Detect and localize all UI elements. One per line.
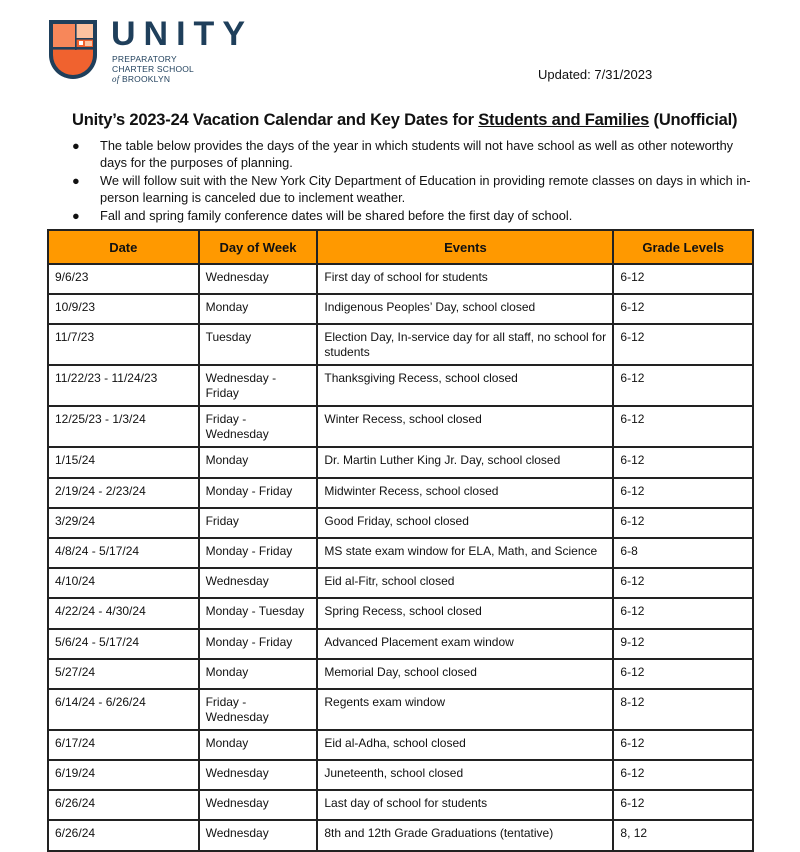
cell-grade-levels: 6-12 [613,598,753,628]
cell-day-of-week: Monday [199,730,318,760]
cell-date: 6/17/24 [48,730,199,760]
cell-date: 6/26/24 [48,790,199,820]
cell-date: 9/6/23 [48,264,199,294]
cell-date: 3/29/24 [48,508,199,538]
brand-sub-line1: PREPARATORY [112,54,177,64]
cell-event: Indigenous Peoples’ Day, school closed [317,294,613,324]
table-row [48,598,753,628]
header-day-of-week: Day of Week [199,230,318,264]
cell-grade-levels: 8, 12 [613,820,753,850]
table-row [48,820,753,850]
cell-day-of-week: Tuesday [199,324,318,365]
cell-event: Eid al-Fitr, school closed [317,568,613,598]
table-row [48,447,753,477]
cell-date: 4/10/24 [48,568,199,598]
cell-date: 4/8/24 - 5/17/24 [48,538,199,568]
table-row [48,730,753,760]
cell-grade-levels: 9-12 [613,629,753,659]
cell-date: 1/15/24 [48,447,199,477]
table-row [48,294,753,324]
cell-date: 4/22/24 - 4/30/24 [48,598,199,628]
cell-day-of-week: Monday - Tuesday [199,598,318,628]
cell-event: Winter Recess, school closed [317,406,613,447]
brand-sub-of: of [112,74,120,84]
brand-name: UNITY [111,15,253,53]
bullet-icon: ● [72,138,80,153]
table-row [48,659,753,689]
table-row [48,508,753,538]
table-row [48,790,753,820]
table-row [48,264,753,294]
cell-grade-levels: 6-12 [613,790,753,820]
brand-sub-line2: CHARTER SCHOOL [112,64,194,74]
bullet-item [72,173,762,206]
table-row [48,365,753,406]
cell-date: 5/6/24 - 5/17/24 [48,629,199,659]
cell-event: Eid al-Adha, school closed [317,730,613,760]
cell-event: MS state exam window for ELA, Math, and Science [317,538,613,568]
cell-event: Memorial Day, school closed [317,659,613,689]
cell-grade-levels: 8-12 [613,689,753,730]
bullet-item [72,208,762,225]
cell-event: Midwinter Recess, school closed [317,478,613,508]
cell-day-of-week: Wednesday - Friday [199,365,318,406]
cell-date: 11/7/23 [48,324,199,365]
cell-grade-levels: 6-12 [613,447,753,477]
cell-grade-levels: 6-12 [613,264,753,294]
cell-event: Advanced Placement exam window [317,629,613,659]
title-underlined: Students and Families [478,111,650,129]
cell-event: Juneteenth, school closed [317,760,613,790]
cell-event: First day of school for students [317,264,613,294]
bullet-text: Fall and spring family conference dates will be shared before the first day of school. [100,208,573,223]
header-events: Events [317,230,613,264]
cell-day-of-week: Wednesday [199,568,318,598]
cell-day-of-week: Monday [199,659,318,689]
cell-day-of-week: Friday [199,508,318,538]
shield-logo-icon [49,20,97,79]
brand-subtitle [112,54,194,84]
bullet-text: We will follow suit with the New York City Department of Education in providing remote classes on days in which in-person learning is canceled due to inclement weather. [100,173,751,205]
table-row [48,478,753,508]
cell-day-of-week: Monday [199,447,318,477]
cell-date: 11/22/23 - 11/24/23 [48,365,199,406]
table-row [48,568,753,598]
table-row [48,760,753,790]
cell-date: 6/19/24 [48,760,199,790]
cell-date: 10/9/23 [48,294,199,324]
cell-grade-levels: 6-12 [613,365,753,406]
bullet-icon: ● [72,208,80,223]
cell-grade-levels: 6-8 [613,538,753,568]
table-body [48,264,753,851]
cell-date: 6/14/24 - 6/26/24 [48,689,199,730]
cell-grade-levels: 6-12 [613,478,753,508]
cell-event: Thanksgiving Recess, school closed [317,365,613,406]
cell-event: 8th and 12th Grade Graduations (tentative) [317,820,613,850]
cell-day-of-week: Wednesday [199,264,318,294]
cell-grade-levels: 6-12 [613,568,753,598]
bullet-item [72,138,762,171]
table-row [48,406,753,447]
cell-grade-levels: 6-12 [613,659,753,689]
title-suffix: (Unofficial) [649,111,738,129]
updated-date: Updated: 7/31/2023 [538,67,653,82]
cell-date: 6/26/24 [48,820,199,850]
info-bullet-list [72,138,762,227]
page-title [72,111,737,130]
cell-day-of-week: Monday - Friday [199,478,318,508]
cell-event: Election Day, In-service day for all staff, no school for students [317,324,613,365]
cell-date: 2/19/24 - 2/23/24 [48,478,199,508]
cell-grade-levels: 6-12 [613,508,753,538]
cell-day-of-week: Friday - Wednesday [199,689,318,730]
cell-day-of-week: Wednesday [199,820,318,850]
cell-day-of-week: Wednesday [199,790,318,820]
cell-event: Spring Recess, school closed [317,598,613,628]
cell-grade-levels: 6-12 [613,324,753,365]
cell-grade-levels: 6-12 [613,294,753,324]
cell-event: Regents exam window [317,689,613,730]
cell-day-of-week: Monday - Friday [199,629,318,659]
brand-sub-line3: BROOKLYN [121,74,171,84]
cell-event: Good Friday, school closed [317,508,613,538]
cell-event: Last day of school for students [317,790,613,820]
cell-date: 12/25/23 - 1/3/24 [48,406,199,447]
table-row [48,629,753,659]
table-row [48,689,753,730]
cell-date: 5/27/24 [48,659,199,689]
cell-day-of-week: Wednesday [199,760,318,790]
cell-grade-levels: 6-12 [613,730,753,760]
bullet-icon: ● [72,173,80,188]
table-row [48,324,753,365]
title-prefix: Unity’s 2023-24 Vacation Calendar and Key Dates for [72,111,479,129]
header-date: Date [48,230,199,264]
cell-day-of-week: Monday - Friday [199,538,318,568]
table-row [48,538,753,568]
school-logo [49,15,253,84]
calendar-table [47,229,754,852]
cell-event: Dr. Martin Luther King Jr. Day, school closed [317,447,613,477]
cell-grade-levels: 6-12 [613,760,753,790]
header-grade-levels: Grade Levels [613,230,753,264]
cell-day-of-week: Monday [199,294,318,324]
cell-day-of-week: Friday - Wednesday [199,406,318,447]
cell-grade-levels: 6-12 [613,406,753,447]
bullet-text: The table below provides the days of the year in which students will not have school as well as other noteworthy days for the purposes of planning. [100,138,734,170]
table-header-row [48,230,753,264]
